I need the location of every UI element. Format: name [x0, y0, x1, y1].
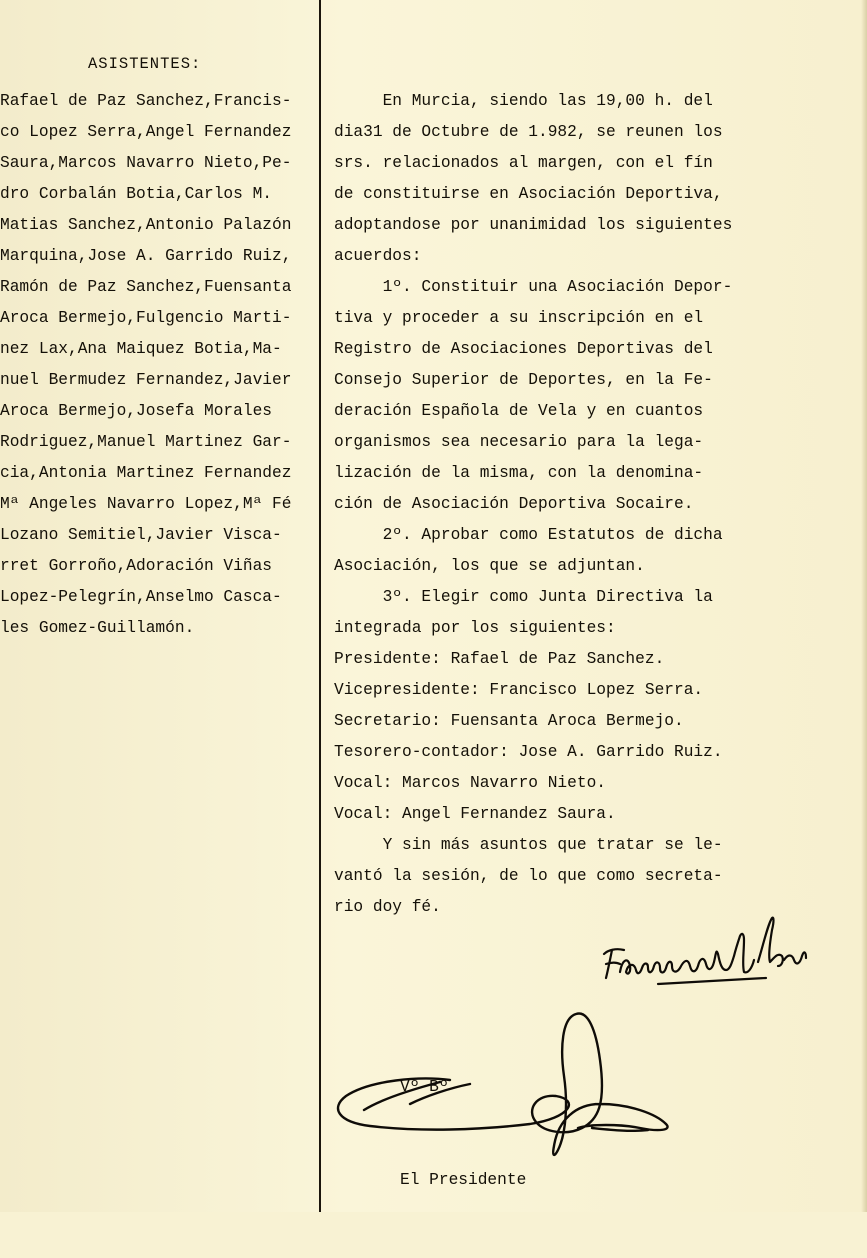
- approval-title: El Presidente: [400, 1171, 527, 1189]
- attendee-line: Lozano Semitiel,Javier Visca-: [0, 526, 282, 544]
- minutes-line: ción de Asociación Deportiva Socaire.: [334, 495, 694, 513]
- attendee-line: Mª Angeles Navarro Lopez,Mª Fé: [0, 495, 292, 513]
- president-signature: [330, 1000, 710, 1170]
- attendee-line: Aroca Bermejo,Fulgencio Marti-: [0, 309, 292, 327]
- minutes-line: integrada por los siguientes:: [334, 619, 616, 637]
- minutes-line: de constituirse en Asociación Deportiva,: [334, 185, 723, 203]
- minutes-line: acuerdos:: [334, 247, 422, 265]
- attendee-line: Saura,Marcos Navarro Nieto,Pe-: [0, 154, 292, 172]
- minutes-line: 2º. Aprobar como Estatutos de dicha: [334, 526, 723, 544]
- attendee-line: Marquina,Jose A. Garrido Ruiz,: [0, 247, 292, 265]
- secretary-signature: [598, 912, 813, 1004]
- attendees-column: [0, 86, 318, 644]
- margin-rule: [319, 0, 321, 1212]
- minutes-line: 1º. Constituir una Asociación Depor-: [334, 278, 733, 296]
- minutes-line: organismos sea necesario para la lega-: [334, 433, 704, 451]
- minutes-line: Vocal: Marcos Navarro Nieto.: [334, 774, 606, 792]
- minutes-line: rio doy fé.: [334, 898, 441, 916]
- minutes-line: dia31 de Octubre de 1.982, se reunen los: [334, 123, 723, 141]
- minutes-line: vantó la sesión, de lo que como secreta-: [334, 867, 723, 885]
- minutes-line: Vicepresidente: Francisco Lopez Serra.: [334, 681, 704, 699]
- minutes-line: tiva y proceder a su inscripción en el: [334, 309, 704, 327]
- attendees-heading: ASISTENTES:: [88, 55, 202, 73]
- attendee-line: Rodriguez,Manuel Martinez Gar-: [0, 433, 292, 451]
- minutes-line: Secretario: Fuensanta Aroca Bermejo.: [334, 712, 684, 730]
- attendee-line: nez Lax,Ana Maiquez Botia,Ma-: [0, 340, 282, 358]
- attendee-line: Matias Sanchez,Antonio Palazón: [0, 216, 292, 234]
- attendee-line: co Lopez Serra,Angel Fernandez: [0, 123, 292, 141]
- minutes-line: srs. relacionados al margen, con el fín: [334, 154, 713, 172]
- minutes-line: Vocal: Angel Fernandez Saura.: [334, 805, 616, 823]
- attendee-line: rret Gorroño,Adoración Viñas: [0, 557, 272, 575]
- minutes-line: Y sin más asuntos que tratar se le-: [334, 836, 723, 854]
- minutes-line: lización de la misma, con la denomina-: [334, 464, 704, 482]
- attendee-line: Rafael de Paz Sanchez,Francis-: [0, 92, 292, 110]
- minutes-line: Consejo Superior de Deportes, en la Fe-: [334, 371, 713, 389]
- minutes-line: adoptandose por unanimidad los siguientes: [334, 216, 733, 234]
- attendee-line: Ramón de Paz Sanchez,Fuensanta: [0, 278, 292, 296]
- minutes-line: Registro de Asociaciones Deportivas del: [334, 340, 713, 358]
- minutes-line: deración Española de Vela y en cuantos: [334, 402, 704, 420]
- minutes-line: 3º. Elegir como Junta Directiva la: [334, 588, 713, 606]
- minutes-line: En Murcia, siendo las 19,00 h. del: [334, 92, 713, 110]
- minutes-line: Tesorero-contador: Jose A. Garrido Ruiz.: [334, 743, 723, 761]
- attendee-line: dro Corbalán Botia,Carlos M.: [0, 185, 272, 203]
- attendee-line: Lopez-Pelegrín,Anselmo Casca-: [0, 588, 282, 606]
- attendee-line: Aroca Bermejo,Josefa Morales: [0, 402, 272, 420]
- approval-vb: Vº Bº: [400, 1078, 449, 1096]
- minutes-column: [334, 86, 834, 923]
- attendee-line: nuel Bermudez Fernandez,Javier: [0, 371, 292, 389]
- minutes-line: Asociación, los que se adjuntan.: [334, 557, 645, 575]
- attendee-line: les Gomez-Guillamón.: [0, 619, 195, 637]
- attendee-line: cia,Antonia Martinez Fernandez: [0, 464, 292, 482]
- minutes-line: Presidente: Rafael de Paz Sanchez.: [334, 650, 665, 668]
- page-edge-shadow: [861, 0, 867, 1212]
